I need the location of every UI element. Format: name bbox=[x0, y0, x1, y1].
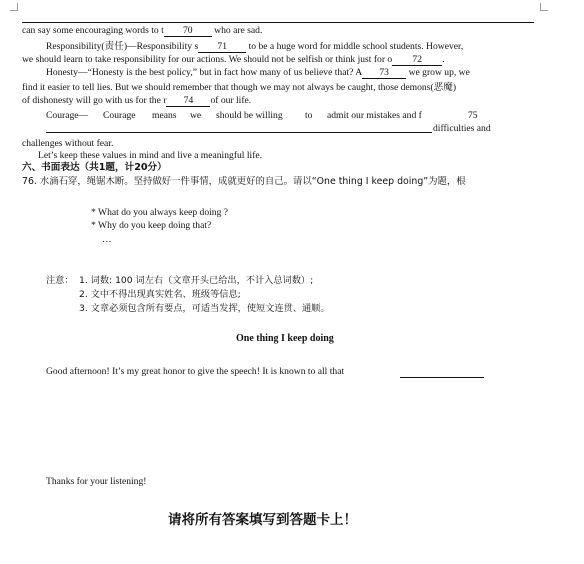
word: to bbox=[305, 110, 313, 121]
text: can say some encouraging words to t bbox=[22, 25, 164, 36]
essay-title: One thing I keep doing bbox=[236, 333, 334, 344]
word: means bbox=[152, 110, 177, 121]
word: should be willing bbox=[216, 110, 283, 121]
note-item: 1. 词数: 100 词左右（文章开头已给出，不计入总词数）; bbox=[79, 275, 314, 286]
text: . bbox=[442, 54, 445, 65]
blank-70: 70 bbox=[164, 26, 212, 37]
blank-72: 72 bbox=[392, 55, 442, 66]
prompt-item: … bbox=[102, 234, 112, 245]
blank-73: 73 bbox=[362, 68, 406, 79]
paragraph-line: Let’s keep these values in mind and live a meaningful life. bbox=[38, 150, 263, 161]
closing-line: Thanks for your listening! bbox=[46, 476, 147, 487]
answer-sheet-notice: 请将所有答案填写到答题卡上！ bbox=[168, 512, 357, 528]
note-item: 3. 文章必须包含所有要点，可适当发挥，使短文连贯、通顺。 bbox=[79, 303, 330, 314]
text: Honesty—“Honesty is the best policy,” but in fact how many of us believe that? A bbox=[46, 67, 363, 78]
word: we bbox=[190, 110, 202, 121]
essay-opening bbox=[46, 366, 344, 378]
cloze-line-70 bbox=[22, 25, 262, 37]
text: we should learn to take responsibility for our actions. We should not be selfish or think just for o bbox=[22, 54, 393, 65]
cloze-line-74 bbox=[22, 95, 251, 107]
text: of our life. bbox=[210, 95, 252, 106]
paragraph-line: find it easier to tell lies. But we should remember that though we may not always be caught, those demons(恶魔) bbox=[22, 82, 457, 93]
page-corner-mark-left bbox=[10, 3, 18, 11]
word: admit our mistakes and f bbox=[327, 110, 422, 121]
word: Courage— bbox=[46, 110, 89, 121]
question-76: 76. 水滴石穿，绳锯木断。坚持做好一件事情，成就更好的自己。请以“One thing I keep doing”为题，根 bbox=[22, 176, 466, 187]
top-rule bbox=[22, 22, 534, 23]
notes-label: 注意： bbox=[46, 275, 74, 286]
paragraph-line: challenges without fear. bbox=[22, 138, 114, 149]
text: we grow up, we bbox=[408, 67, 470, 78]
text: to be a huge word for middle school students. However, bbox=[248, 41, 464, 52]
cloze-line-73 bbox=[46, 67, 470, 79]
word: Courage bbox=[103, 110, 136, 121]
answer-blank-line bbox=[400, 377, 484, 378]
blank-74: 74 bbox=[166, 96, 210, 107]
paragraph-line: difficulties and bbox=[433, 123, 491, 134]
text: Good afternoon! It’s my great honor to give the speech! It is known to all that bbox=[46, 366, 345, 377]
page-corner-mark-right bbox=[540, 3, 548, 11]
cloze-line-71 bbox=[46, 41, 463, 53]
note-item: 2. 文中不得出现真实姓名、班级等信息; bbox=[79, 289, 241, 300]
blank-75-line bbox=[46, 132, 432, 133]
cloze-line-72 bbox=[22, 54, 445, 66]
prompt-item: * What do you always keep doing ? bbox=[91, 207, 229, 218]
prompt-item: * Why do you keep doing that? bbox=[91, 220, 212, 231]
blank-71: 71 bbox=[198, 42, 246, 53]
section-heading: 六、书面表达（共1题，计20分） bbox=[22, 162, 167, 173]
text: Responsibility(责任)—Responsibility s bbox=[46, 41, 199, 52]
text: of dishonesty will go with us for the r bbox=[22, 95, 167, 106]
blank-75-number: 75 bbox=[468, 110, 478, 121]
text: who are sad. bbox=[214, 25, 263, 36]
